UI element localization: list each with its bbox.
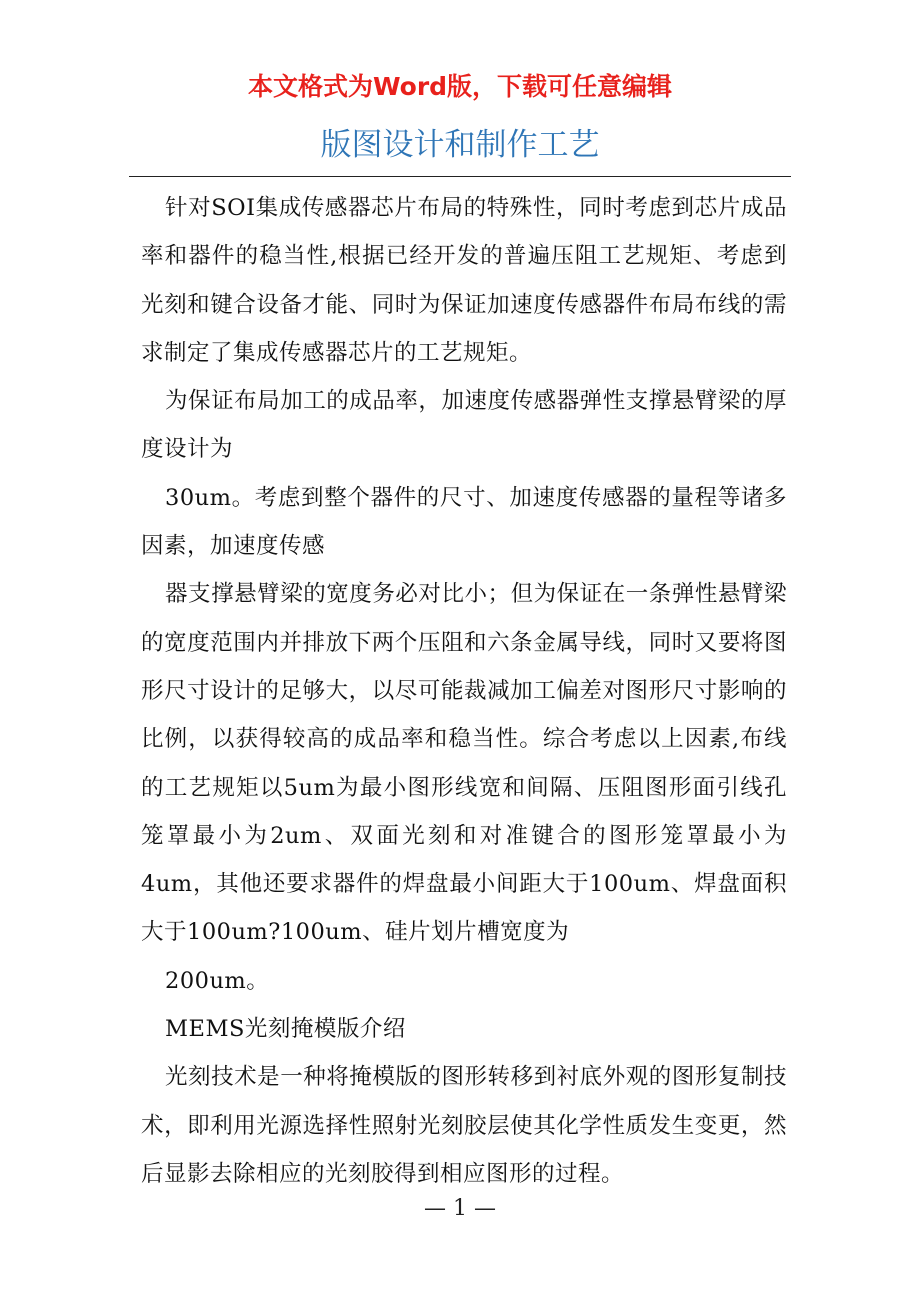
paragraph-intro: 针对SOI集成传感器芯片布局的特殊性，同时考虑到芯片成品率和器件的稳当性,根据已经开发的普遍压阻工艺规矩、考虑到光刻和键合设备才能、同时为保证加速度传感器件布局布线的需求制定了集成传感器芯片的工艺规矩。 xyxy=(141,195,787,366)
header-rule xyxy=(129,176,791,177)
paragraph-lithography: 光刻技术是一种将掩模版的图形转移到衬底外观的图形复制技术，即利用光源选择性照射光刻胶层使其化学性质发生变更，然后显影去除相应的光刻胶得到相应图形的过程。 xyxy=(141,1064,787,1187)
paragraph-scribe-width: 200um。 xyxy=(165,967,270,994)
paragraph-design-rules: 器支撑悬臂梁的宽度务必对比小；但为保证在一条弹性悬臂梁的宽度范围内并排放下两个压阻和六条金属导线，同时又要将图形尺寸设计的足够大，以尽可能裁减加工偏差对图形尺寸影响的比例，以获得较高的成品率和稳当性。综合考虑以上因素,布线的工艺规矩以5um为最小图形线宽和间隔、压阻图形面引线孔笼罩最小为2um、双面光刻和对准键合的图形笼罩最小为4um，其他还要求器件的焊盘最小间距大于100um、焊盘面积大于100um?100um、硅片划片槽宽度为 xyxy=(141,581,787,946)
paragraph-factors: 30um。考虑到整个器件的尺寸、加速度传感器的量程等诸多因素，加速度传感 xyxy=(141,484,787,560)
document-title: 版图设计和制作工艺 xyxy=(320,127,600,163)
page-number: — 1 — xyxy=(424,1196,496,1221)
document-body xyxy=(141,184,787,1198)
paragraph-thickness: 为保证布局加工的成品率，加速度传感器弹性支撑悬臂梁的厚度设计为 xyxy=(141,388,787,463)
section-heading-mems-mask: MEMS光刻掩模版介绍 xyxy=(165,1016,406,1043)
download-banner: 本文格式为Word版，下载可任意编辑 xyxy=(247,72,673,101)
